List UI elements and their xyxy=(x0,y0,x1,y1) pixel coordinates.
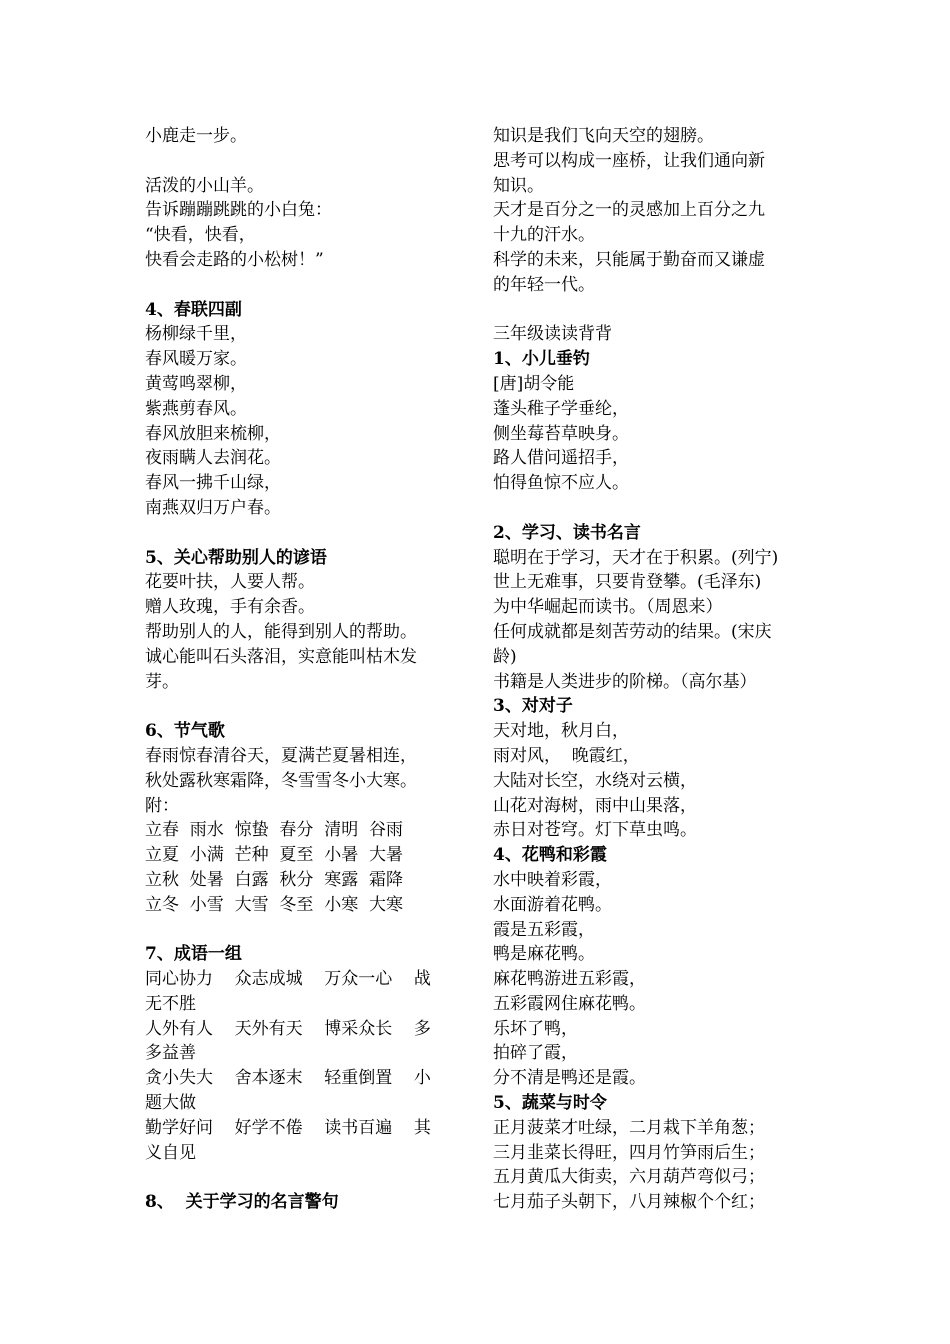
left-column xyxy=(145,124,465,1215)
section-heading: 1、小儿垂钓 xyxy=(493,349,590,370)
blank-line xyxy=(493,298,813,323)
text-line: 山花对海树，雨中山果落， xyxy=(493,795,697,816)
text-line: 春风放胆来梳柳， xyxy=(145,423,281,444)
text-line: 聪明在于学习，天才在于积累。(列宁) xyxy=(493,547,779,568)
text-line: 路人借问遥招手， xyxy=(493,448,629,469)
section-heading: 4、花鸭和彩霞 xyxy=(493,845,607,866)
section-heading: 4、春联四副 xyxy=(145,299,242,320)
text-line: 题大做 xyxy=(145,1093,196,1114)
text-line: 拍碎了霞， xyxy=(493,1043,578,1064)
blank-line xyxy=(493,496,813,521)
text-line: 芽。 xyxy=(145,671,179,692)
text-line: 思考可以构成一座桥，让我们通向新 xyxy=(493,150,765,171)
text-line: 雨对风， 晚霞红， xyxy=(493,745,640,766)
text-line: 三月韭菜长得旺，四月竹笋雨后生； xyxy=(493,1142,765,1163)
text-line: 正月菠菜才吐绿，二月栽下羊角葱； xyxy=(493,1117,765,1138)
right-column xyxy=(493,124,813,1215)
blank-line xyxy=(145,521,465,546)
section-heading: 6、节气歌 xyxy=(145,721,225,742)
text-line: 多益善 xyxy=(145,1043,196,1064)
text-line: 知识是我们飞向天空的翅膀。 xyxy=(493,126,714,146)
section-heading: 8、 关于学习的名言警句 xyxy=(145,1192,339,1213)
text-line: 分不清是鸭还是霞。 xyxy=(493,1068,646,1089)
text-line: 乐坏了鸭， xyxy=(493,1018,578,1039)
text-line: 天对地，秋月白， xyxy=(493,721,629,742)
text-line: 快看会走路的小松树！” xyxy=(145,249,324,270)
text-line: 立夏 小满 芒种 夏至 小暑 大暑 xyxy=(145,845,404,866)
text-line: 任何成就都是刻苦劳动的结果。(宋庆 xyxy=(493,621,772,642)
text-line: 知识。 xyxy=(493,175,544,196)
blank-line xyxy=(145,918,465,943)
text-line: 为中华崛起而读书。（周恩来） xyxy=(493,597,723,618)
text-line: 夜雨瞒人去润花。 xyxy=(145,448,281,469)
text-line: 科学的未来，只能属于勤奋而又谦虚 xyxy=(493,249,765,270)
text-line: 黄莺鸣翠柳， xyxy=(145,373,247,394)
text-line: 七月茄子头朝下，八月辣椒个个红； xyxy=(493,1192,765,1213)
text-line: 怕得鱼惊不应人。 xyxy=(493,473,629,494)
text-line: 三年级读读背背 xyxy=(493,324,612,345)
text-line: 紫燕剪春风。 xyxy=(145,398,247,419)
blank-line xyxy=(145,694,465,719)
text-line: 霞是五彩霞， xyxy=(493,919,595,940)
section-heading: 5、关心帮助别人的谚语 xyxy=(145,547,327,568)
blank-line xyxy=(145,149,465,174)
text-line: 赤日对苍穹。灯下草虫鸣。 xyxy=(493,820,697,841)
text-line: 立冬 小雪 大雪 冬至 小寒 大寒 xyxy=(145,894,404,915)
text-line: 龄) xyxy=(493,646,517,667)
text-line: 杨柳绿千里， xyxy=(145,324,247,345)
text-line: 告诉蹦蹦跳跳的小白兔： xyxy=(145,200,332,221)
text-line: 附： xyxy=(145,795,179,816)
text-line: 鸭是麻花鸭。 xyxy=(493,944,595,965)
text-line: 蓬头稚子学垂纶， xyxy=(493,398,629,419)
text-line: 秋处露秋寒霜降，冬雪雪冬小大寒。 xyxy=(145,770,417,791)
text-line: 大陆对长空，水绕对云横， xyxy=(493,770,697,791)
text-line: 侧坐莓苔草映身。 xyxy=(493,423,629,444)
text-line: “快看，快看， xyxy=(145,225,256,246)
text-line: 立春 雨水 惊蛰 春分 清明 谷雨 xyxy=(145,820,404,841)
text-line: 水面游着花鸭。 xyxy=(493,894,612,915)
text-line: 无不胜 xyxy=(145,993,196,1014)
text-line: 小鹿走一步。 xyxy=(145,126,247,146)
text-line: 活泼的小山羊。 xyxy=(145,175,264,196)
text-line: 五彩霞网住麻花鸭。 xyxy=(493,993,646,1014)
text-line: 义自见 xyxy=(145,1142,196,1163)
text-line: 同心协力 众志成城 万众一心 战 xyxy=(145,969,431,990)
text-line: 春雨惊春清谷天，夏满芒夏暑相连， xyxy=(145,745,417,766)
text-line: 赠人玫瑰，手有余香。 xyxy=(145,597,315,618)
text-line: 天才是百分之一的灵感加上百分之九 xyxy=(493,200,765,221)
section-heading: 5、蔬菜与时令 xyxy=(493,1093,607,1114)
text-line: 水中映着彩霞， xyxy=(493,869,612,890)
text-line: 的年轻一代。 xyxy=(493,274,595,295)
blank-line xyxy=(145,273,465,298)
blank-line xyxy=(145,1165,465,1190)
section-heading: 2、学习、读书名言 xyxy=(493,522,641,543)
text-line: 世上无难事，只要肯登攀。(毛泽东) xyxy=(493,572,762,593)
text-line: 诚心能叫石头落泪，实意能叫枯木发 xyxy=(145,646,417,667)
section-heading: 3、对对子 xyxy=(493,696,573,717)
text-line: 书籍是人类进步的阶梯。（高尔基） xyxy=(493,671,757,692)
text-line: 人外有人 天外有天 博采众长 多 xyxy=(145,1018,431,1039)
text-line: 花要叶扶，人要人帮。 xyxy=(145,572,315,593)
text-line: [唐]胡令能 xyxy=(493,373,575,394)
text-line: 十九的汗水。 xyxy=(493,225,595,246)
text-line: 麻花鸭游进五彩霞， xyxy=(493,969,646,990)
text-line: 春风一拂千山绿， xyxy=(145,473,281,494)
text-line: 南燕双归万户春。 xyxy=(145,497,281,518)
text-line: 勤学好问 好学不倦 读书百遍 其 xyxy=(145,1117,431,1138)
text-line: 五月黄瓜大街卖，六月葫芦弯似弓； xyxy=(493,1167,765,1188)
section-heading: 7、成语一组 xyxy=(145,944,242,965)
text-line: 贪小失大 舍本逐末 轻重倒置 小 xyxy=(145,1068,431,1089)
text-line: 春风暖万家。 xyxy=(145,349,247,370)
text-line: 立秋 处暑 白露 秋分 寒露 霜降 xyxy=(145,869,404,890)
text-line: 帮助别人的人，能得到别人的帮助。 xyxy=(145,621,417,642)
